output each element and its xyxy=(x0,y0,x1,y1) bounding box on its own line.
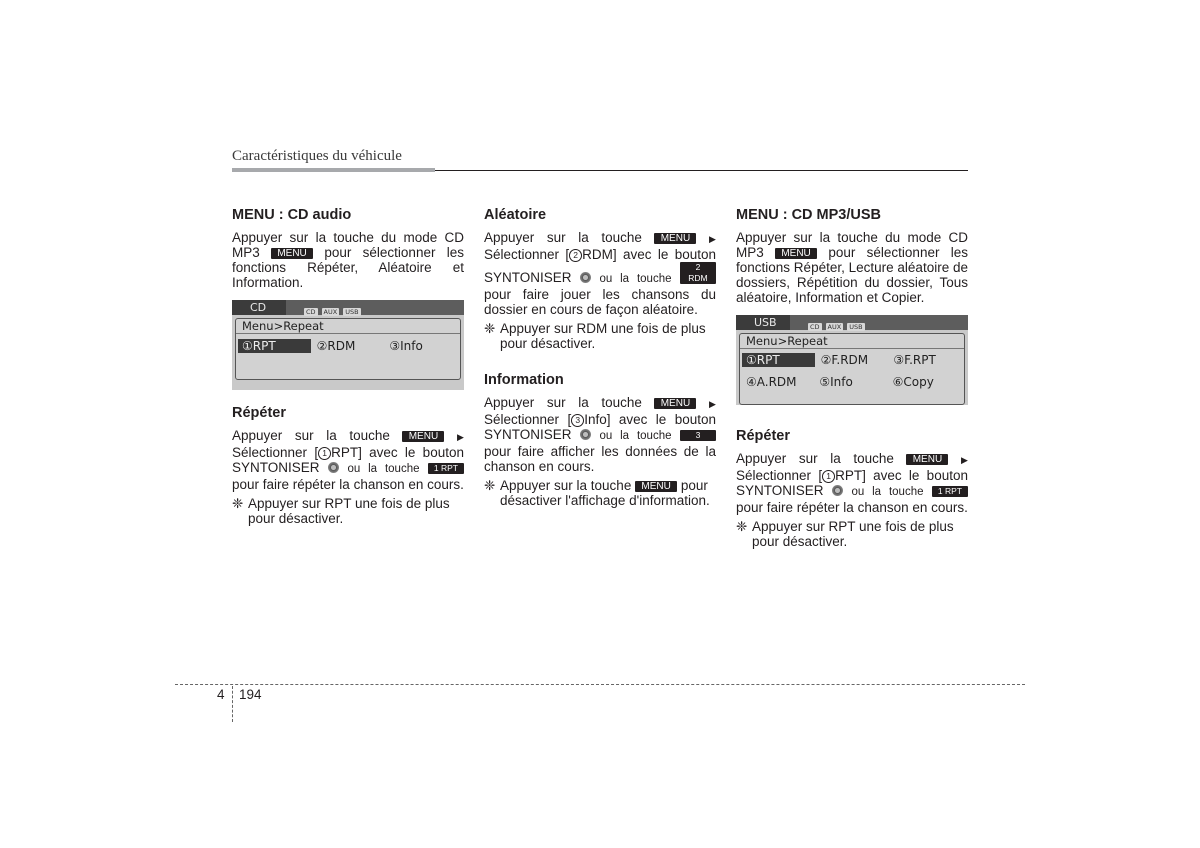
step-paragraph: Appuyer sur la touche MENU ▶ Sélectionner [ 3 Info] avec le bouton SYNTONISER ou la touche 3 pour faire afficher les données de la chanson en cours. xyxy=(484,395,716,474)
header-title: Caractéristiques du véhicule xyxy=(232,148,402,164)
circled-number-icon: 1 xyxy=(318,447,331,460)
column-mp3-usb xyxy=(736,206,968,549)
sub-heading: Répéter xyxy=(232,405,286,421)
note-mark-icon: ❈ xyxy=(484,321,496,336)
column-cd-audio xyxy=(232,206,464,526)
note: ❈ Appuyer sur la touche MENU pour désactiver l'affichage d'information. xyxy=(484,478,710,508)
screen-breadcrumb: Menu>Repeat xyxy=(740,334,964,349)
intro-paragraph: Appuyer sur la touche du mode CD MP3 MENU pour sélectionner les fonctions Répéter, Lecture aléatoire de dossiers, Répétition du dossier, Tous aléatoire, Information et Copier. xyxy=(736,230,968,305)
menu-key-icon: MENU xyxy=(635,481,677,492)
preset-key-icon: 3 xyxy=(680,430,716,441)
screen-option: ③Info xyxy=(389,339,423,353)
note-mark-icon: ❈ xyxy=(232,496,244,511)
display-screen-cd: CD CD AUX USB Menu>Repeat ①RPT ②RDM ③Info xyxy=(232,300,464,390)
step-paragraph: Appuyer sur la touche MENU ▶ Sélectionner [ 1 RPT] avec le bouton SYNTONISER ou la touche 1 RPT pour faire répéter la chanson en cours. xyxy=(232,428,464,492)
screen-option: ④A.RDM xyxy=(746,375,797,389)
note: ❈ Appuyer sur RDM une fois de plus pour désactiver. xyxy=(484,321,706,351)
section-heading: Information xyxy=(484,372,564,388)
section-heading: MENU : CD MP3/USB xyxy=(736,207,882,223)
menu-key-icon: MENU xyxy=(906,454,948,465)
footer-rule xyxy=(175,684,1025,685)
step-paragraph: Appuyer sur la touche MENU ▶ Sélectionner [ 2 RDM] avec le bouton SYNTONISER ou la touche 2 RDM pour faire jouer les chansons du dossier en cours de façon aléatoire. xyxy=(484,230,716,317)
tune-knob-icon xyxy=(832,485,843,496)
page-number: 194 xyxy=(239,687,262,702)
step-paragraph: Appuyer sur la touche MENU ▶ Sélectionner [ 1 RPT] avec le bouton SYNTONISER ou la touche 1 RPT pour faire répéter la chanson en cours. xyxy=(736,451,968,515)
screen-option: ⑤Info xyxy=(819,375,853,389)
header-rule-accent xyxy=(232,168,435,172)
arrow-icon: ▶ xyxy=(709,399,716,409)
screen-mode: USB xyxy=(736,315,790,330)
screen-breadcrumb: Menu>Repeat xyxy=(236,319,460,334)
menu-key-icon: MENU xyxy=(775,248,817,259)
sub-heading: Répéter xyxy=(736,428,790,444)
circled-number-icon: 3 xyxy=(571,414,584,427)
arrow-icon: ▶ xyxy=(709,234,716,244)
note-mark-icon: ❈ xyxy=(736,519,748,534)
display-screen-usb: USB CD AUX USB Menu>Repeat ①RPT ②F.RDM ③F.RPT ④A.RDM ⑤Info ⑥Copy xyxy=(736,315,968,405)
note-mark-icon: ❈ xyxy=(484,478,496,493)
column-random-info xyxy=(484,206,716,508)
preset-key-icon: 1 RPT xyxy=(428,463,464,474)
tune-knob-icon xyxy=(580,272,591,283)
arrow-icon: ▶ xyxy=(961,455,968,465)
footer-divider xyxy=(232,686,233,722)
screen-option: ③F.RPT xyxy=(893,353,936,367)
menu-key-icon: MENU xyxy=(654,398,696,409)
note: ❈ Appuyer sur RPT une fois de plus pour désactiver. xyxy=(736,519,954,549)
section-heading: Aléatoire xyxy=(484,207,547,223)
tune-knob-icon xyxy=(580,429,591,440)
screen-option-selected: ①RPT xyxy=(238,339,311,353)
preset-key-icon: 2 RDM xyxy=(680,262,716,284)
screen-mode: CD xyxy=(232,300,286,315)
chapter-number: 4 xyxy=(217,687,225,702)
section-heading: MENU : CD audio xyxy=(232,207,352,223)
preset-key-icon: 1 RPT xyxy=(932,486,968,497)
circled-number-icon: 1 xyxy=(822,470,835,483)
intro-paragraph: Appuyer sur la touche du mode CD MP3 MENU pour sélectionner les fonctions Répéter, Aléatoire et Information. xyxy=(232,230,464,290)
tune-knob-icon xyxy=(328,462,339,473)
arrow-icon: ▶ xyxy=(457,432,464,442)
page-header xyxy=(232,146,968,166)
note: ❈ Appuyer sur RPT une fois de plus pour désactiver. xyxy=(232,496,450,526)
menu-key-icon: MENU xyxy=(654,233,696,244)
screen-option: ②F.RDM xyxy=(820,353,869,367)
screen-option: ⑥Copy xyxy=(892,375,934,389)
screen-option-selected: ①RPT xyxy=(742,353,815,367)
circled-number-icon: 2 xyxy=(569,249,582,262)
menu-key-icon: MENU xyxy=(271,248,313,259)
screen-option: ②RDM xyxy=(316,339,356,353)
menu-key-icon: MENU xyxy=(402,431,444,442)
